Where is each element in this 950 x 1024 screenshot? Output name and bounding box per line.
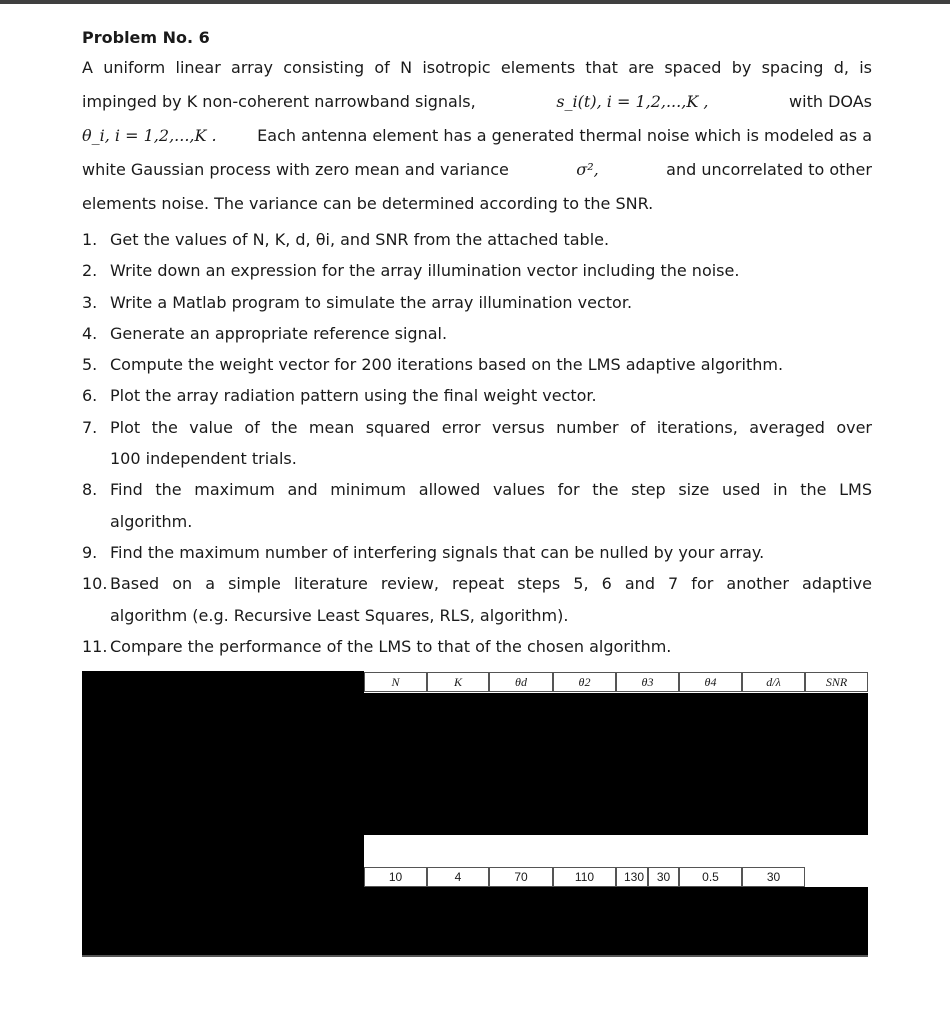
list-item: 8. Find the maximum and minimum allowed values for the step size used in the LMS [82, 480, 872, 500]
redacted-area [364, 693, 868, 835]
table-cell: 10 [364, 867, 427, 887]
table-row [364, 867, 868, 887]
list-item-continuation: algorithm. [110, 511, 193, 531]
table-cell: 0.5 [679, 867, 742, 887]
table-header-cell: N [364, 672, 427, 692]
redacted-area [82, 671, 364, 955]
list-item: 11. Compare the performance of the LMS to that of the chosen algorithm. [82, 636, 672, 656]
intro-line-4-text-a: white Gaussian process with zero mean and variance [82, 160, 509, 179]
parameter-table [82, 669, 868, 959]
intro-line-2 [82, 85, 872, 119]
intro-line-4-text-b: and uncorrelated to other [666, 160, 872, 179]
list-item: 1. Get the values of N, K, d, θi, and SNR from the attached table. [82, 230, 610, 249]
intro-line-3-text: Each antenna element has a generated thermal noise which is modeled as a [257, 126, 872, 145]
intro-line-3 [82, 119, 872, 153]
list-item: 4. Generate an appropriate reference signal. [82, 323, 448, 343]
table-bottom-border [82, 955, 868, 957]
list-item: 6. Plot the array radiation pattern using the final weight vector. [82, 386, 597, 406]
redacted-area [364, 887, 868, 955]
intro-line-4 [82, 153, 872, 187]
doa-expression: θ_i, i = 1,2,...,K . [82, 126, 217, 145]
intro-line-2-text-a: impinged by K non-coherent narrowband signals, [82, 92, 476, 111]
signal-expression: s_i(t), i = 1,2,...,K , [556, 92, 709, 111]
list-item: 7. Plot the value of the mean squared error versus number of iterations, averaged over [82, 417, 872, 437]
table-header-cell: θ3 [616, 672, 679, 692]
list-item: 5. Compute the weight vector for 200 iterations based on the LMS adaptive algorithm. [82, 355, 784, 375]
problem-intro [82, 51, 872, 221]
table-header-row [364, 672, 868, 692]
table-cell: 4 [427, 867, 489, 887]
steps-list [82, 224, 872, 662]
list-item-continuation: algorithm (e.g. Recursive Least Squares, RLS, algorithm). [110, 605, 569, 625]
table-header-cell: θ4 [679, 672, 742, 692]
table-cell: 70 [489, 867, 553, 887]
table-header-cell: d/λ [742, 672, 805, 692]
table-cell: 30 [742, 867, 805, 887]
problem-title: Problem No. 6 [82, 28, 210, 47]
intro-line-5: elements noise. The variance can be determined according to the SNR. [82, 194, 654, 213]
list-item: 3. Write a Matlab program to simulate the array illumination vector. [82, 292, 633, 312]
table-cell: 110 [553, 867, 616, 887]
variance-expression: σ², [576, 160, 599, 179]
table-cell: 30 [648, 867, 679, 887]
table-cell: 130 [616, 867, 648, 887]
table-header-cell: SNR [805, 672, 868, 692]
list-item: 2. Write down an expression for the array illumination vector including the noise. [82, 261, 740, 281]
intro-line-2-text-b: with DOAs [789, 92, 872, 111]
table-header-cell: θ2 [553, 672, 616, 692]
list-item: 9. Find the maximum number of interfering signals that can be nulled by your array. [82, 542, 765, 562]
table-header-cell: θd [489, 672, 553, 692]
table-header-cell: K [427, 672, 489, 692]
list-item: 10. Based on a simple literature review, repeat steps 5, 6 and 7 for another adaptive [82, 574, 872, 594]
list-item-continuation: 100 independent trials. [110, 449, 297, 469]
top-border [0, 0, 950, 4]
intro-line-1: A uniform linear array consisting of N isotropic elements that are spaced by spacing d, is [82, 58, 872, 77]
